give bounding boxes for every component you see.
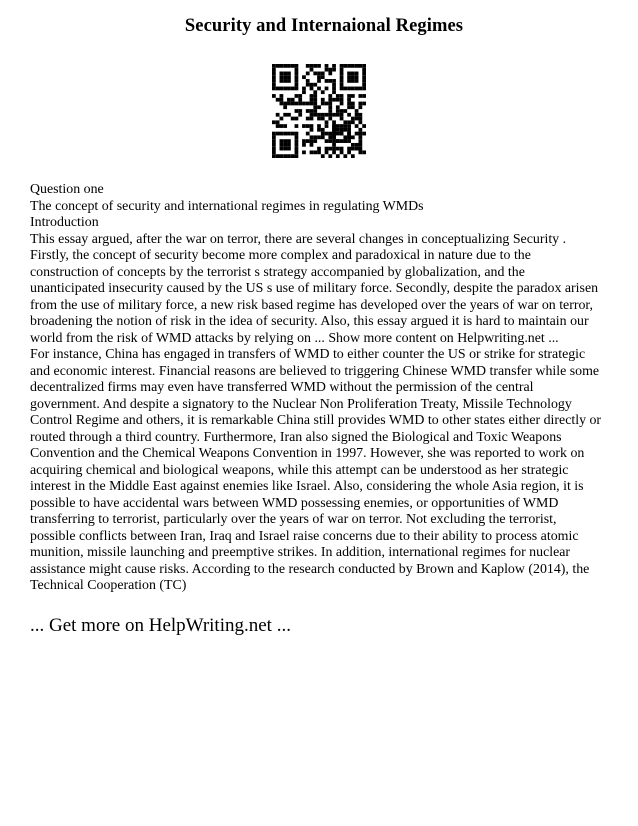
body-line: transferring to terrorist, particularly over the years of war on terror. Not excluding the terrorist, [30,512,557,527]
page-title: Security and Internaional Regimes [184,16,464,36]
body-line: from the use of military force, a new risk based regime has developed over the years of war on terror, [30,297,593,313]
body-line: world from the risk of WMD attacks by relying on ... Show more content on Helpwriting.net ... [30,330,559,346]
body-line: unanticipated insecurity caused by the US s use of military force. Secondly, despite the paradox arisen [30,281,599,296]
get-more-link[interactable]: ... Get more on HelpWriting.net ... [30,615,291,636]
body-line: Technical Cooperation (TC) [30,578,187,593]
body-line: possible to have accidental wars between WMD possessing enemies, or opportunities of WMD [30,495,559,511]
body-line: assistance might cause risks. According to the research conducted by Brown and Kaplow (2014), the [30,561,590,577]
body-line: routed through a third country. Furthermore, Iran also signed the Biological and Toxic Weapons [30,429,562,445]
body-line: decentralized firms may even have transferred WMD without the permission of the central [30,380,534,395]
body-line: construction of concepts by the terrorist s strategy accompanied by globalization, and the [30,264,525,280]
body-line: Firstly, the concept of security become more complex and paradoxical in nature due to the [30,248,531,263]
body-line: Control Regime and others, it is remarkable China still provides WMD to other states either directly or [30,413,602,428]
body-line: For instance, China has engaged in transfers of WMD to either counter the US or strike for strategic [30,347,586,362]
body-line: government. And despite a signatory to the Nuclear Non Proliferation Treaty, Missile Technology [30,396,572,412]
heading-introduction: Introduction [30,215,99,230]
qr-code-graphic [272,64,366,158]
body-line: broadening the notion of risk in the idea of security. Also, this essay argued it is hard to maintain our [30,314,589,329]
document-body [30,182,620,595]
body-line: and economic interest. Financial reasons are believed to triggering Chinese WMD transfer while some [30,363,600,379]
body-line: possible conflicts between Iran, Iraq and Israel raise concerns due to their ability to process atomic [30,528,579,544]
heading-question: Question one [30,182,104,197]
qr-code-icon [272,64,366,158]
body-line: This essay argued, after the war on terror, there are several changes in conceptualizing Security . [30,231,567,247]
body-line: acquiring chemical and biological weapons, while this attempt can be understood as her strategic [30,462,569,478]
heading-concept: The concept of security and international regimes in regulating WMDs [30,198,424,214]
body-line: interest in the Middle East against enemies like Israel. Also, considering the whole Asia region, it is [30,479,584,494]
body-paragraphs [30,232,620,595]
body-line: munition, missile launching and preemptive strikes. In addition, international regimes for nuclear [30,545,571,560]
body-line: Convention and the Chemical Weapons Convention in 1997. However, she was reported to work on [30,446,585,461]
